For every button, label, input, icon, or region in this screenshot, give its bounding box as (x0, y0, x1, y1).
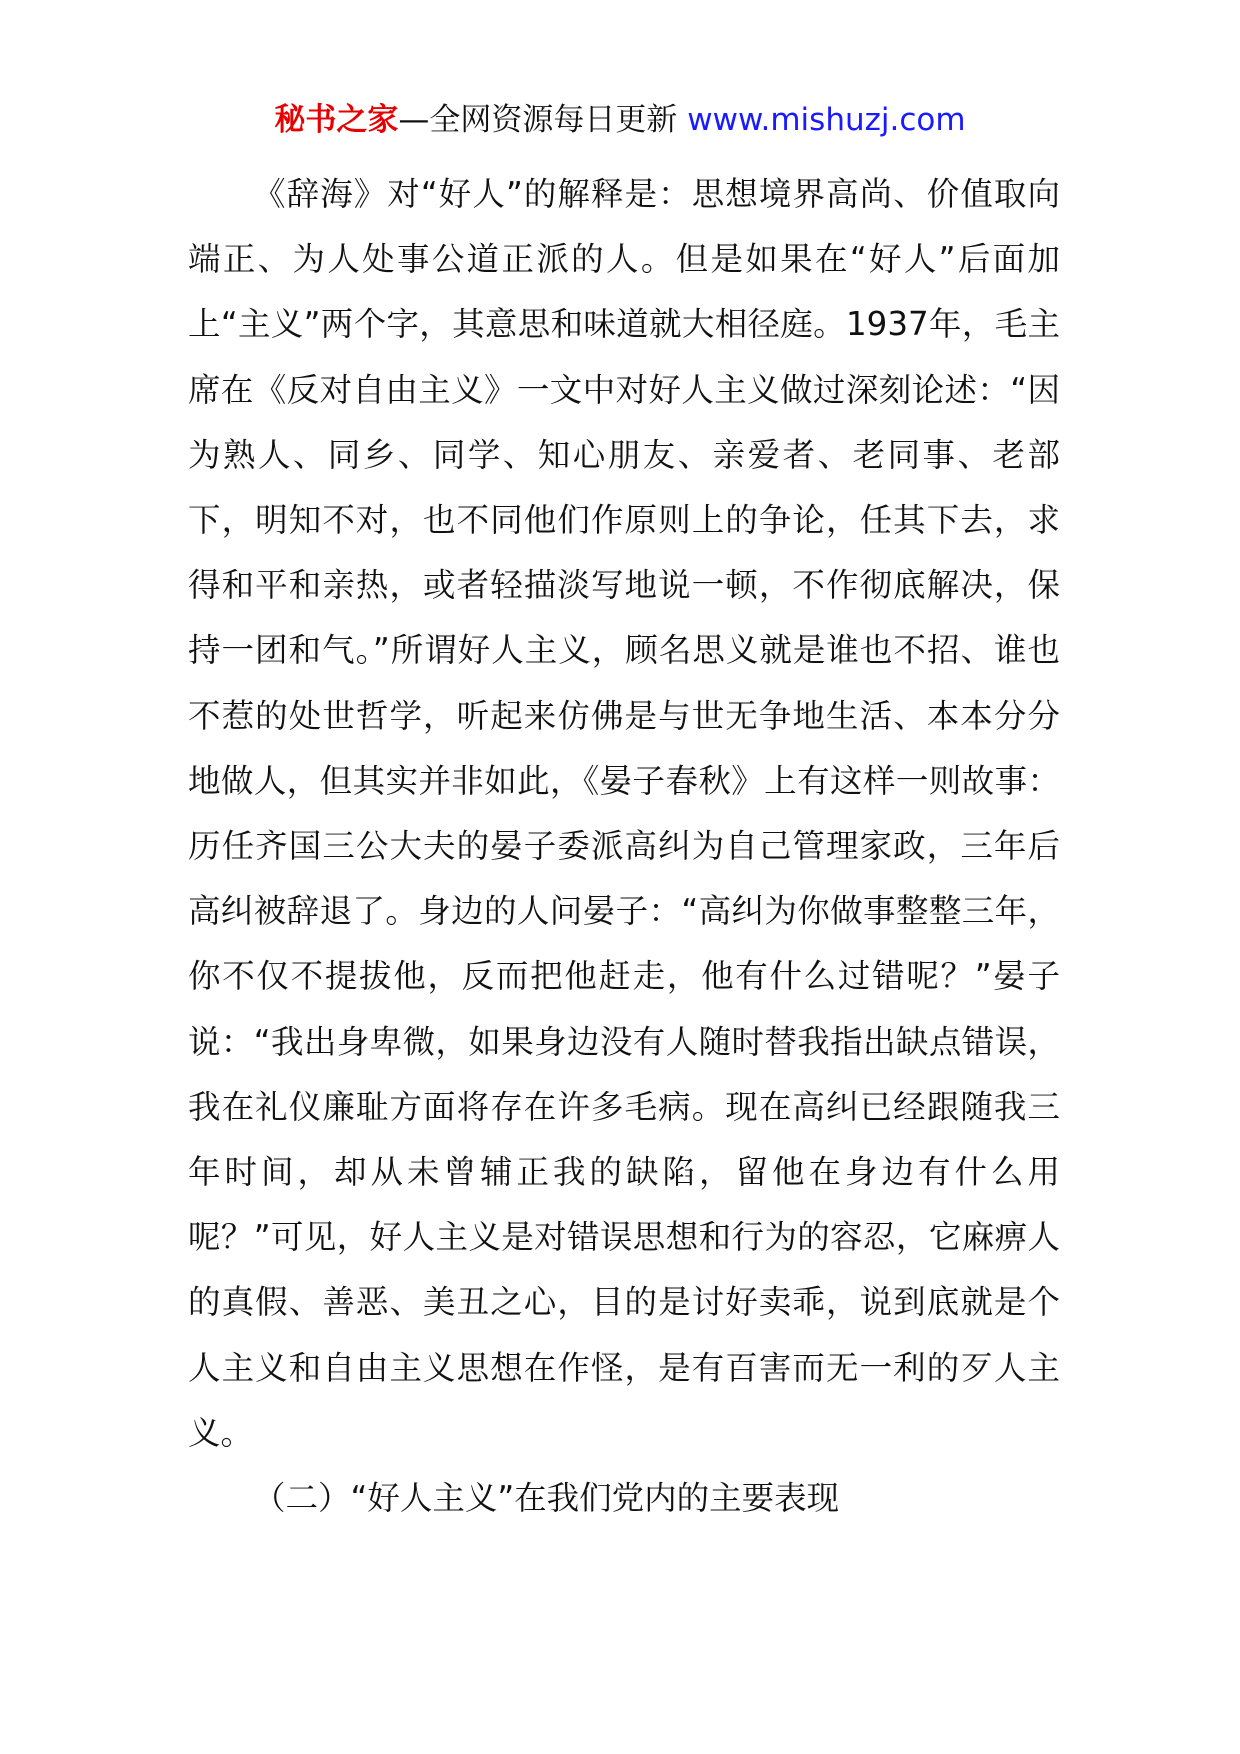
document-body (188, 162, 1060, 1531)
site-url-link[interactable]: www.mishuzj.com (687, 102, 966, 138)
header-tagline: —全网资源每日更新 (398, 102, 688, 138)
brand-name: 秘书之家 (274, 102, 399, 138)
body-paragraph: 《辞海》对“好人”的解释是：思想境界高尚、价值取向端正、为人处事公道正派的人。但是如果在“好人”后面加上“主义”两个字，其意思和味道就大相径庭。1937年，毛主席在《反对自由主义》一文中对好人主义做过深刻论述：“因为熟人、同乡、同学、知心朋友、亲爱者、老同事、老部下，明知不对，也不同他们作原则上的争论，任其下去，求得和平和亲热，或者轻描淡写地说一顿，不作彻底解决，保持一团和气。”所谓好人主义，顾名思义就是谁也不招、谁也不惹的处世哲学，听起来仿佛是与世无争地生活、本本分分地做人，但其实并非如此，《晏子春秋》上有这样一则故事：历任齐国三公大夫的晏子委派高纠为自己管理家政，三年后高纠被辞退了。身边的人问晏子：“高纠为你做事整整三年，你不仅不提拔他，反而把他赶走，他有什么过错呢？”晏子说：“我出身卑微，如果身边没有人随时替我指出缺点错误，我在礼仪廉耻方面将存在许多毛病。现在高纠已经跟随我三年时间，却从未曾辅正我的缺陷，留他在身边有什么用呢？”可见，好人主义是对错误思想和行为的容忍，它麻痹人的真假、善恶、美丑之心，目的是讨好卖乖，说到底就是个人主义和自由主义思想在作怪，是有百害而无一利的歹人主义。 (188, 175, 1060, 1452)
section-heading: （二）“好人主义”在我们党内的主要表现 (253, 1479, 840, 1518)
site-header (0, 100, 1240, 140)
